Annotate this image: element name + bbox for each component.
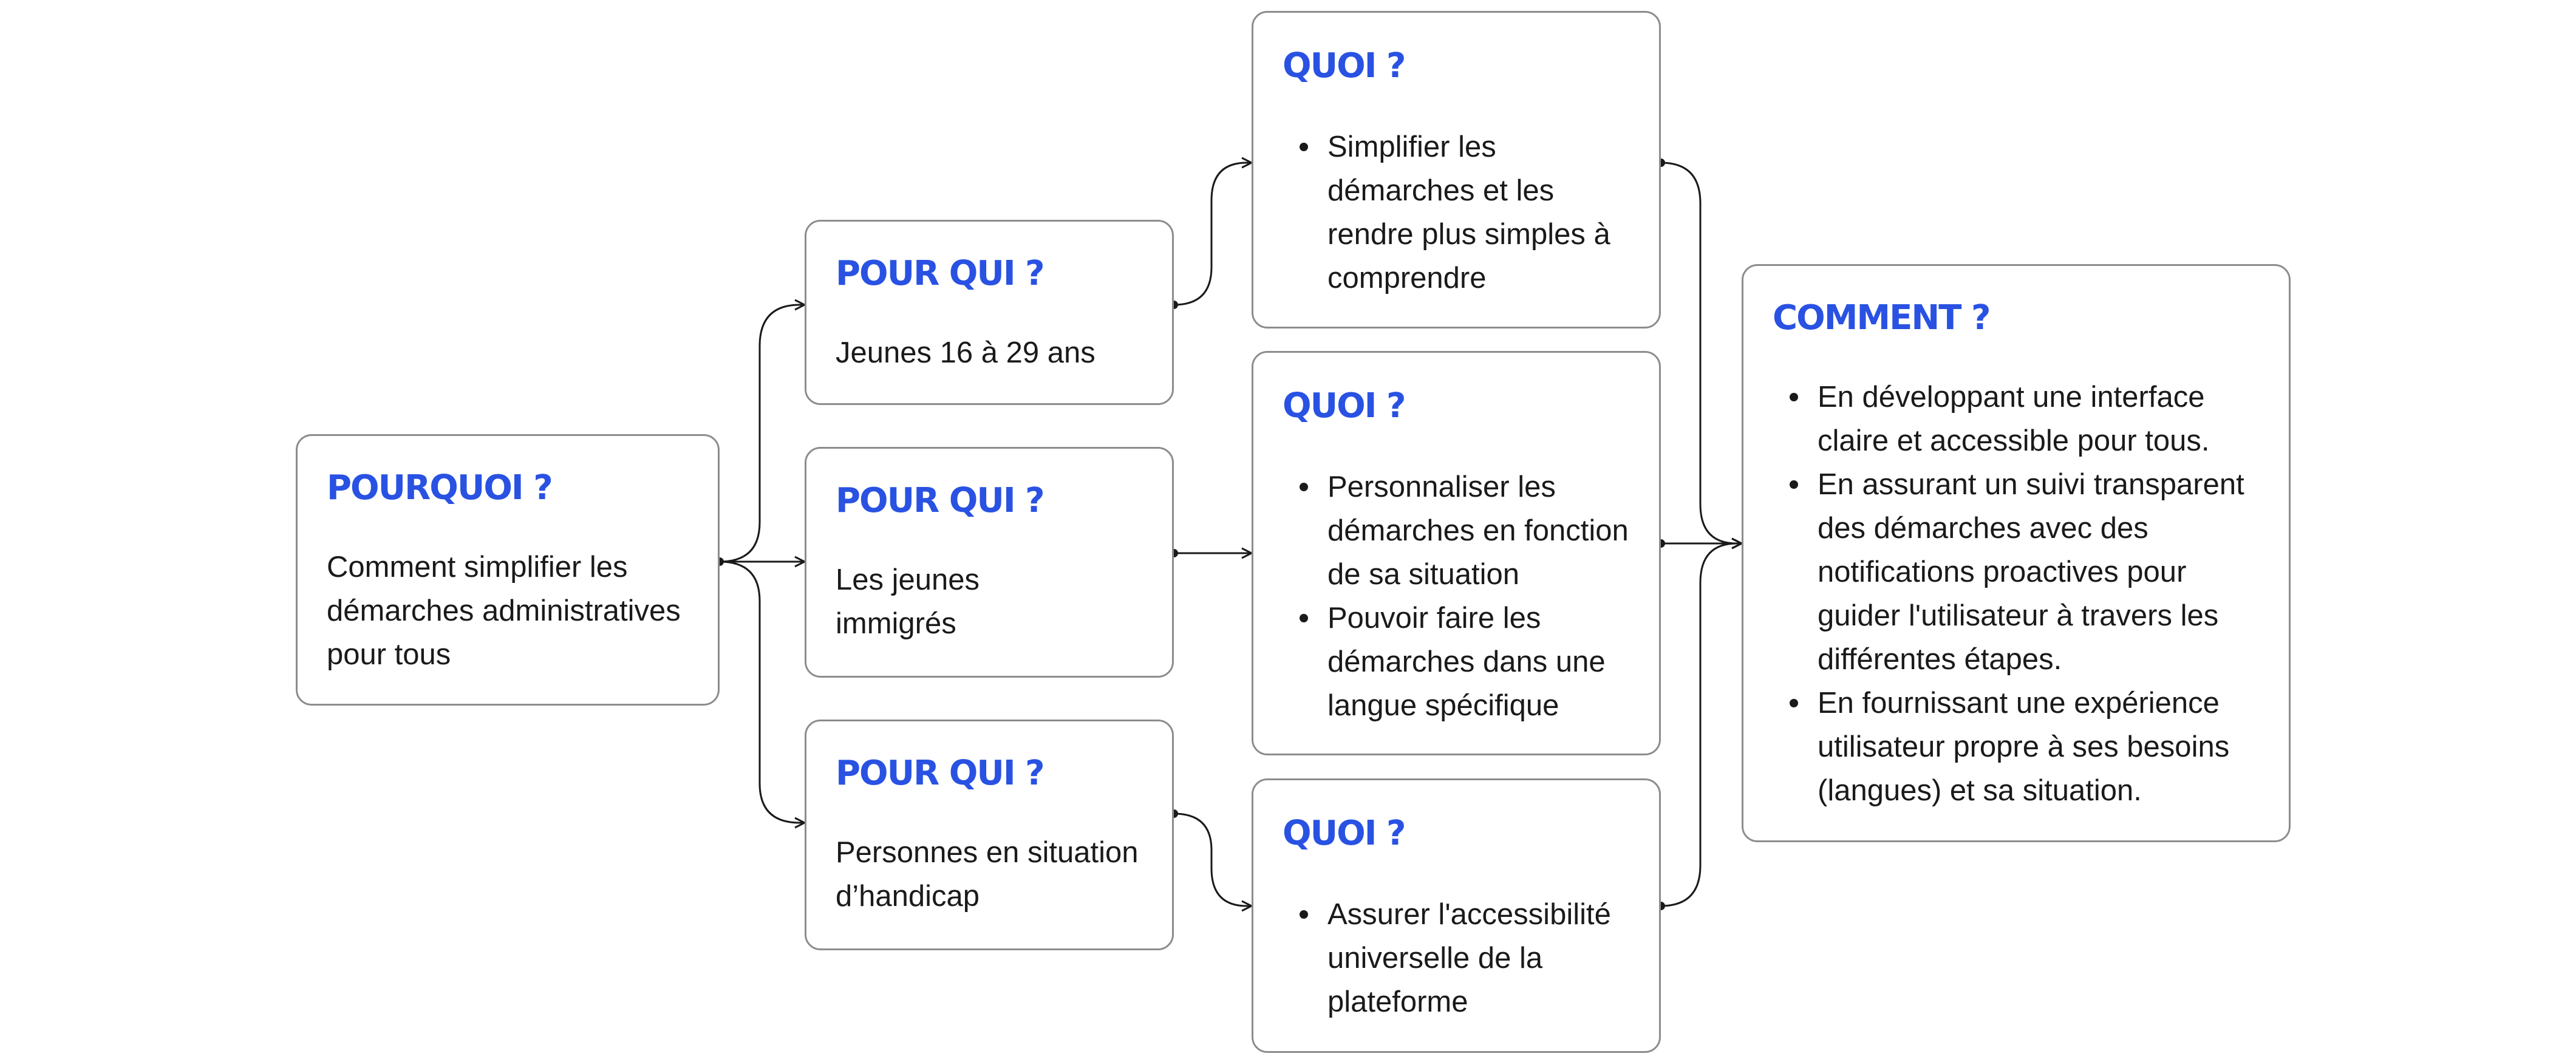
pour-qui-box-1 [805,220,1174,405]
comment-item-1: En développant une interface claire et accessible pour tous. [1818,375,2277,463]
comment-item-2: En assurant un suivi transparent des démarches avec des notifications proactives pour guider l'utilisateur à travers les différentes étapes. [1818,463,2277,681]
quoi-2-item-2: Pouvoir faire les démarches dans une langue spécifique [1327,596,1647,727]
connector-pourqui-3-to-quoi-3 [1174,814,1252,906]
quoi-box-1 [1252,11,1661,328]
quoi-title-3: QUOI ? [1283,814,1405,853]
pourquoi-box [296,434,720,706]
quoi-3-item-1: Assurer l'accessibilité universelle de la plateforme [1327,893,1647,1024]
pour-qui-text-3: Personnes en situation d’handicap [836,836,1139,913]
quoi-title-2: QUOI ? [1283,386,1405,426]
quoi-list-2 [1283,465,1647,727]
comment-title: COMMENT ? [1773,298,1990,338]
connector-pourquoi-to-pourqui-3 [720,562,805,823]
comment-box [1742,264,2291,842]
pour-qui-title-2: POUR QUI ? [836,481,1044,520]
quoi-list-1 [1283,125,1647,300]
connector-quoi-3-to-comment [1661,543,1742,906]
pour-qui-title-3: POUR QUI ? [836,754,1044,793]
pour-qui-text-1: Jeunes 16 à 29 ans [836,336,1095,369]
quoi-box-3 [1252,778,1661,1053]
quoi-1-item-1: Simplifier les démarches et les rendre plus simples à comprendre [1327,125,1647,300]
quoi-title-1: QUOI ? [1283,46,1405,86]
pour-qui-title-1: POUR QUI ? [836,254,1044,293]
pour-qui-text-2: Les jeunes immigrés [836,563,980,640]
connector-pourquoi-to-pourqui-1 [720,305,805,562]
pourquoi-title: POURQUOI ? [327,468,552,508]
quoi-box-2 [1252,351,1661,755]
comment-item-3: En fournissant une expérience utilisateur propre à ses besoins (langues) et sa situation. [1818,681,2277,812]
pour-qui-box-2 [805,447,1174,678]
pour-qui-box-3 [805,720,1174,950]
connector-quoi-1-to-comment [1661,163,1742,543]
pourquoi-text: Comment simplifier les démarches administratives pour tous [327,551,681,671]
quoi-list-3 [1283,893,1647,1024]
comment-list [1773,375,2277,812]
connector-pourqui-1-to-quoi-1 [1174,163,1252,305]
quoi-2-item-1: Personnaliser les démarches en fonction de sa situation [1327,465,1647,596]
